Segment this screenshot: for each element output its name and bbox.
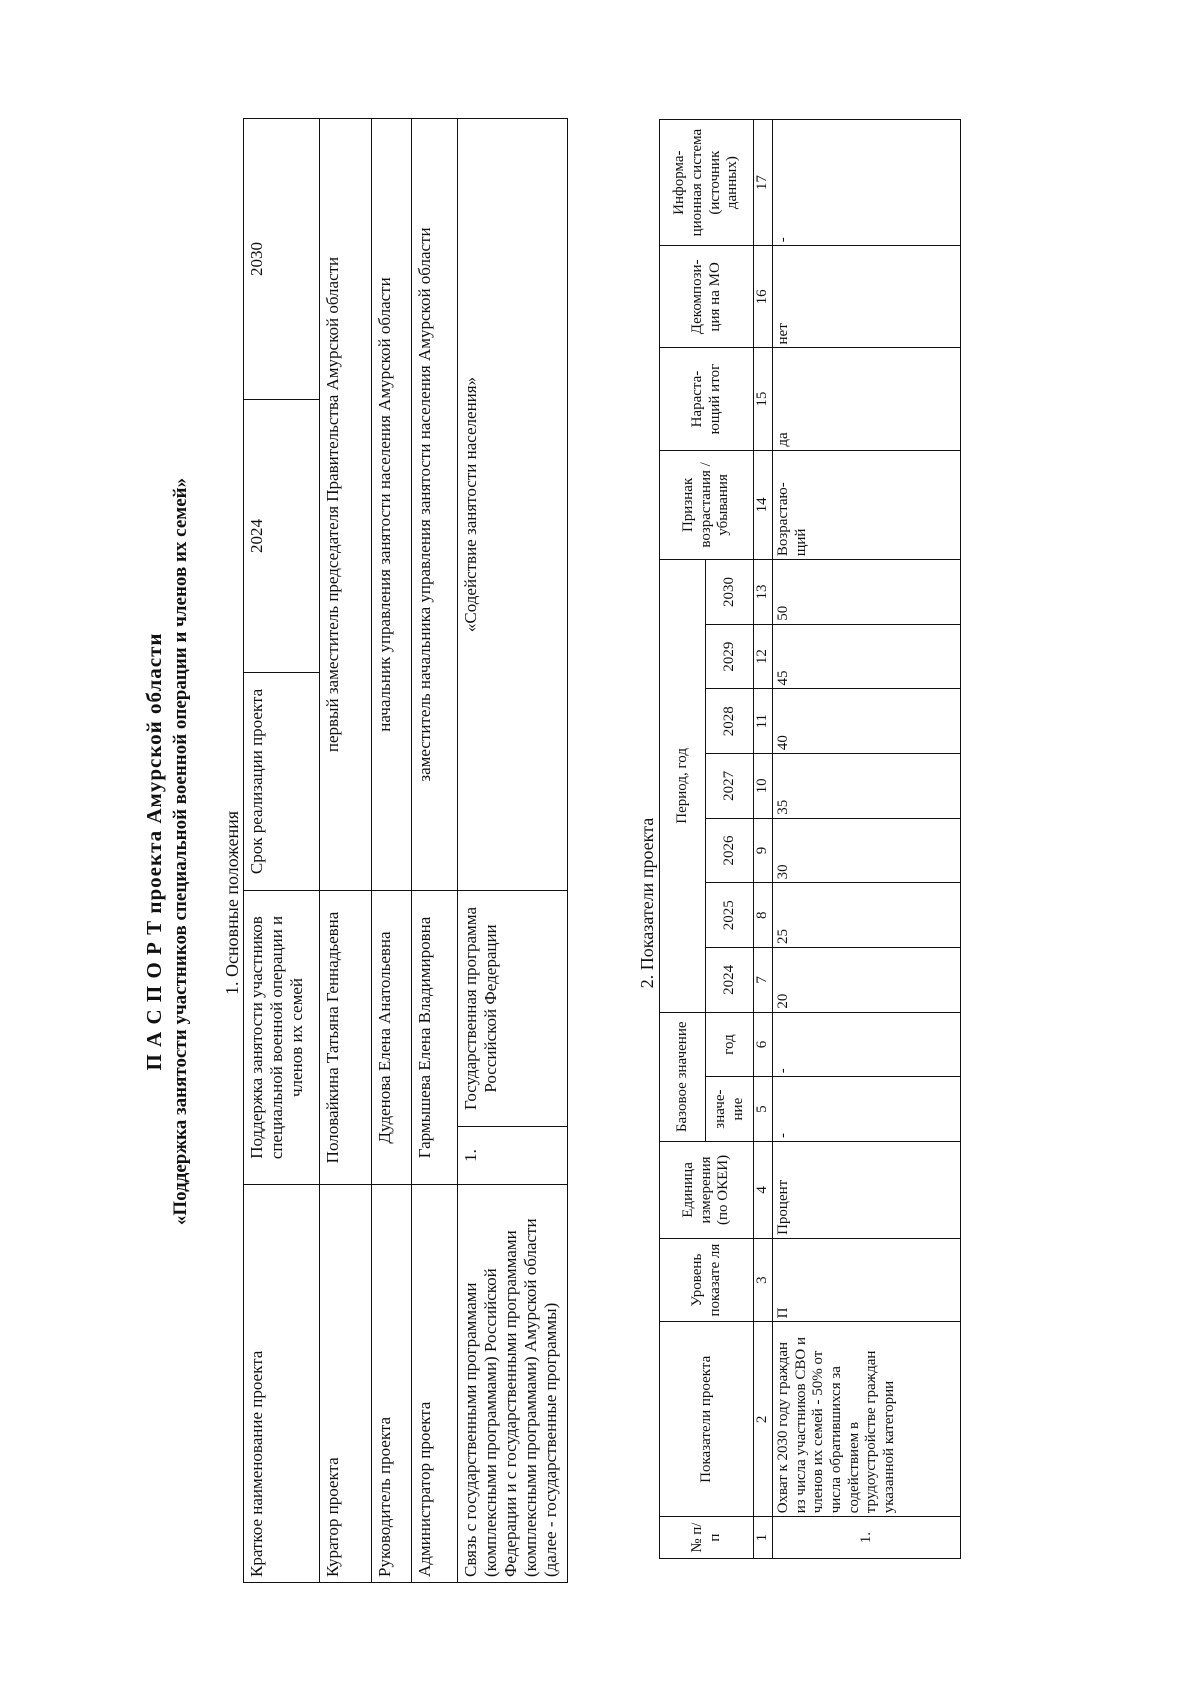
curator-label: Куратор проекта: [320, 1185, 372, 1583]
header-level: Уровень показате ля: [660, 1238, 754, 1321]
header-year: 2028: [706, 689, 754, 754]
row-info-system: -: [773, 120, 961, 246]
header-sign: Признак возрастания /убывания: [660, 450, 754, 559]
row-value: 45: [773, 624, 961, 689]
short-name-label: Краткое наименование проекта: [244, 1185, 320, 1583]
header-cumulative: Нараста- ющий итог: [660, 348, 754, 450]
row-value: 50: [773, 560, 961, 625]
header-year: 2029: [706, 624, 754, 689]
section-heading-main: 1. Основные положения: [222, 811, 242, 995]
header-decomposition: Декомпози- ция на МО: [660, 246, 754, 348]
column-number: 3: [754, 1238, 773, 1321]
document-subtitle: «Поддержка занятости участников специальной военной операции и членов их семей»: [170, 477, 191, 1226]
admin-position: заместитель начальника управления занятости населения Амурской области: [412, 118, 458, 890]
header-year: 2026: [706, 818, 754, 883]
row-cumulative: да: [773, 348, 961, 450]
header-indicator: Показатели проекта: [660, 1322, 754, 1517]
row-level: П: [773, 1238, 961, 1321]
head-name: Дуденова Елена Анатольевна: [372, 890, 412, 1184]
table-header-row: [660, 120, 706, 1559]
indicators-table: [659, 119, 961, 1559]
header-year: 2030: [706, 560, 754, 625]
column-number: 12: [754, 624, 773, 689]
table-row: [458, 118, 568, 1582]
header-base-value: значе- ние: [706, 1077, 754, 1142]
curator-name: Половайкина Татьяна Геннадьевна: [320, 890, 372, 1184]
row-value: 30: [773, 818, 961, 883]
column-number: 8: [754, 883, 773, 948]
column-number: 10: [754, 754, 773, 819]
column-numbers-row: [754, 120, 773, 1559]
header-base: Базовое значение: [660, 1012, 706, 1141]
row-decomposition: нет: [773, 246, 961, 348]
header-year: 2027: [706, 754, 754, 819]
header-info-system: Информа- ционная система (источник данных): [660, 120, 754, 246]
row-value: 20: [773, 948, 961, 1013]
row-unit: Процент: [773, 1141, 961, 1238]
row-num: 1.: [773, 1517, 961, 1559]
column-number: 2: [754, 1322, 773, 1517]
column-number: 13: [754, 560, 773, 625]
column-number: 9: [754, 818, 773, 883]
short-name-value: Поддержка занятости участников специальной военной операции и членов их семей: [244, 890, 320, 1184]
row-value: 35: [773, 754, 961, 819]
table-row: [372, 118, 412, 1582]
row-sign: Возрастаю- щий: [773, 450, 961, 559]
head-position: начальник управления занятости населения Амурской области: [372, 118, 412, 890]
table-row: [320, 118, 372, 1582]
program-link-name: «Содействие занятости населения»: [458, 118, 568, 890]
table-row: [244, 118, 320, 1582]
row-base-value: -: [773, 1077, 961, 1142]
header-year: 2024: [706, 948, 754, 1013]
term-label: Срок реализации проекта: [244, 672, 320, 890]
curator-position: первый заместитель председателя Правительства Амурской области: [320, 118, 372, 890]
row-value: 25: [773, 883, 961, 948]
header-base-year: год: [706, 1012, 754, 1077]
column-number: 1: [754, 1517, 773, 1559]
document-title: П А С П О Р Т проекта Амурской области: [142, 632, 166, 1071]
column-number: 16: [754, 246, 773, 348]
header-year: 2025: [706, 883, 754, 948]
header-num: № п/п: [660, 1517, 754, 1559]
main-provisions-table: [243, 118, 568, 1583]
column-number: 7: [754, 948, 773, 1013]
row-base-year: -: [773, 1012, 961, 1077]
header-period: Период, год: [660, 560, 706, 1013]
program-link-program: Государственная программа Российской Федерации: [458, 890, 568, 1126]
section-heading-indicators: 2. Показатели проекта: [637, 817, 657, 989]
program-link-label: Связь с государственными программами (комплексными программами) Российской Федерации и с государственными программами (комплексными программами) Амурской области (далее - государственные программы): [458, 1185, 568, 1583]
term-end: 2030: [244, 118, 320, 399]
program-link-number: 1.: [458, 1127, 568, 1185]
admin-name: Гармышева Елена Владимировна: [412, 890, 458, 1184]
column-number: 15: [754, 348, 773, 450]
column-number: 17: [754, 120, 773, 246]
column-number: 14: [754, 450, 773, 559]
column-number: 4: [754, 1141, 773, 1238]
column-number: 11: [754, 689, 773, 754]
term-start: 2024: [244, 399, 320, 672]
row-indicator: Охват к 2030 году граждан из числа участников СВО и членов их семей - 50% от числа обратившихся за содействием в трудоустройстве граждан указанной категории: [773, 1322, 961, 1517]
admin-label: Администратор проекта: [412, 1185, 458, 1583]
header-unit: Единица измерения (по ОКЕИ): [660, 1141, 754, 1238]
table-row: [773, 120, 961, 1559]
column-number: 5: [754, 1077, 773, 1142]
head-label: Руководитель проекта: [372, 1185, 412, 1583]
table-row: [412, 118, 458, 1582]
row-value: 40: [773, 689, 961, 754]
column-number: 6: [754, 1012, 773, 1077]
